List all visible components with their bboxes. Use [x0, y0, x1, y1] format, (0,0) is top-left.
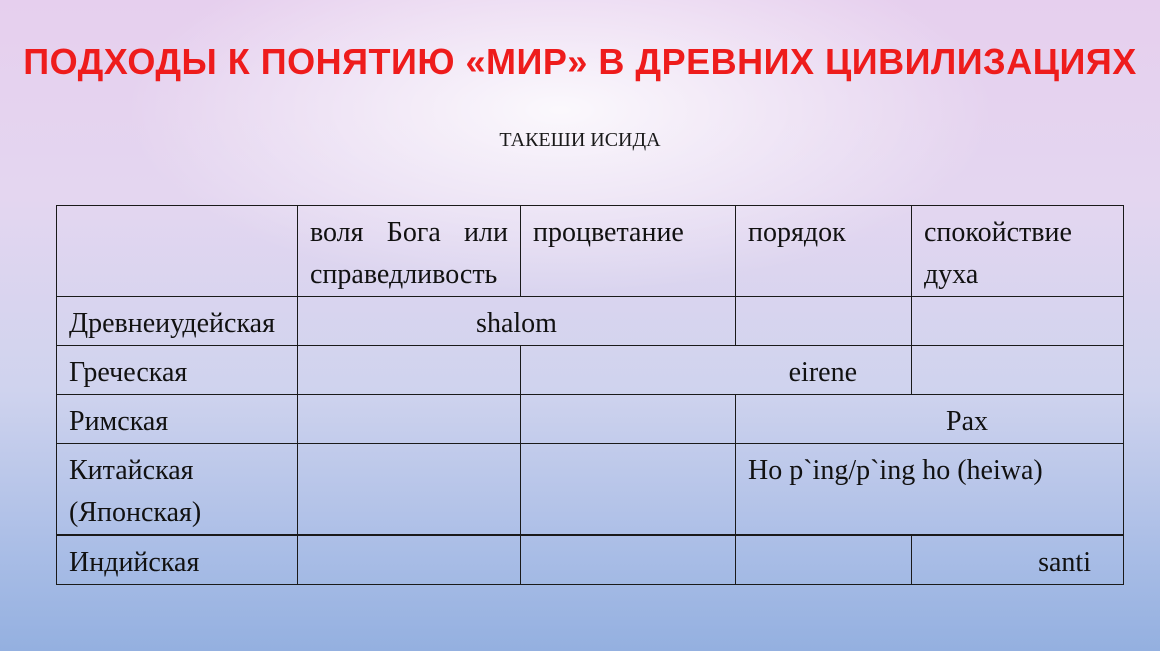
row-label: Древнеиудейская — [57, 297, 298, 346]
empty-cell — [298, 444, 521, 536]
empty-cell — [736, 297, 912, 346]
table-row — [57, 535, 1124, 585]
term-cell: Ho p`ing/p`ing ho (heiwa) — [736, 444, 1124, 536]
row-label: Римская — [57, 395, 298, 444]
row-label: Греческая — [57, 346, 298, 395]
term-cell: Pax — [736, 395, 1124, 444]
empty-cell — [736, 535, 912, 585]
table-row — [57, 297, 1124, 346]
header-cell-order: порядок — [736, 206, 912, 297]
table-row — [57, 444, 1124, 536]
peace-concepts-table — [56, 205, 1124, 585]
slide-title: ПОДХОДЫ К ПОНЯТИЮ «МИР» В ДРЕВНИХ ЦИВИЛИЗАЦИЯХ — [23, 41, 1137, 82]
empty-cell — [521, 535, 736, 585]
empty-cell — [298, 395, 521, 444]
slide-subtitle: ТАКЕШИ ИСИДА — [499, 129, 661, 151]
row-label: Китайская (Японская) — [57, 444, 298, 536]
term-cell: santi — [912, 535, 1124, 585]
header-cell-empty — [57, 206, 298, 297]
header-cell-peace-of-mind: спокойствие духа — [912, 206, 1124, 297]
term-cell: shalom — [298, 297, 736, 346]
row-label: Индийская — [57, 535, 298, 585]
table-row — [57, 346, 1124, 395]
empty-cell — [912, 297, 1124, 346]
header-cell-gods-will: воля Бога или справедливость — [298, 206, 521, 297]
empty-cell — [912, 346, 1124, 395]
empty-cell — [521, 444, 736, 536]
empty-cell — [521, 395, 736, 444]
term-cell: eirene — [521, 346, 912, 395]
empty-cell — [298, 535, 521, 585]
table-row — [57, 395, 1124, 444]
empty-cell — [298, 346, 521, 395]
table-header-row — [57, 206, 1124, 297]
header-cell-prosperity: процветание — [521, 206, 736, 297]
